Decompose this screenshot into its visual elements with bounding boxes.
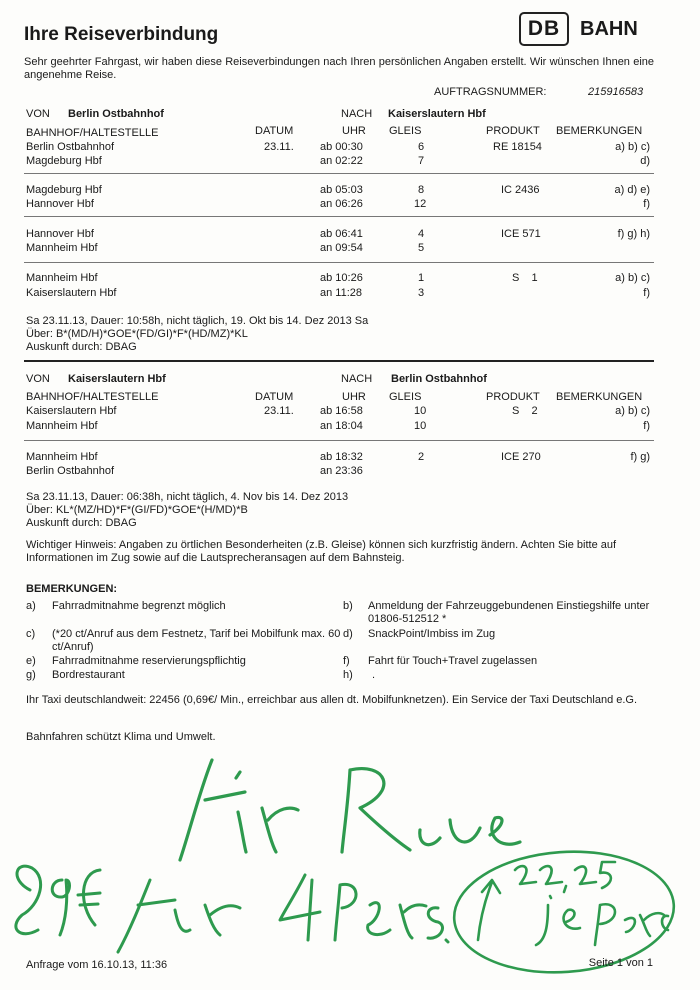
leg-arr-station: Hannover Hbf xyxy=(26,198,94,210)
remarks-heading: BEMERKUNGEN: xyxy=(26,583,118,595)
leg-arr-remarks: f) xyxy=(643,287,650,299)
remark-key: g) xyxy=(26,669,36,681)
col-product-header: PRODUKT xyxy=(486,125,540,137)
leg-dep-station: Kaiserslautern Hbf xyxy=(26,405,117,417)
col-track-header: GLEIS xyxy=(389,391,422,403)
remark-text: Anmeldung der Fahrzeuggebundenen Einstiegshilfe unter 01806-512512 * xyxy=(368,600,650,625)
handwriting-stroke xyxy=(180,760,298,860)
handwriting-stroke xyxy=(118,880,240,952)
leg-arr-remarks: d) xyxy=(640,155,650,167)
return-from: Kaiserslautern Hbf xyxy=(68,373,166,385)
remark-key: a) xyxy=(26,600,36,612)
leg-arr-time: an 02:22 xyxy=(320,155,363,167)
leg-product: RE 18154 xyxy=(493,141,542,153)
leg-dep-station: Hannover Hbf xyxy=(26,228,94,240)
label-von: VON xyxy=(26,373,50,385)
order-number: 215916583 xyxy=(588,86,644,98)
remark-text: (*20 ct/Anruf aus dem Festnetz, Tarif bei Mobilfunk max. 60 ct/Anruf) xyxy=(52,628,341,653)
brand-name: BAHN xyxy=(580,18,638,40)
leg-arr-remarks: f) xyxy=(643,198,650,210)
order-number-label: AUFTRAGSNUMMER: xyxy=(434,86,547,98)
col-date-header: DATUM xyxy=(255,391,294,403)
greeting-text: Sehr geehrter Fahrgast, wir haben diese Reiseverbindungen nach Ihren persönlichen Angaben erstellt. Wir wünschen Ihnen eine angenehme Reise. xyxy=(24,56,654,81)
leg-arr-station: Mannheim Hbf xyxy=(26,420,98,432)
return-to: Berlin Ostbahnhof xyxy=(391,373,487,385)
remark-key: d) xyxy=(343,628,353,640)
leg-arr-time: an 18:04 xyxy=(320,420,363,432)
label-von: VON xyxy=(26,108,50,120)
leg-product: S 2 xyxy=(512,405,538,417)
handwriting-stroke xyxy=(16,866,100,935)
remark-text: Fahrradmitnahme begrenzt möglich xyxy=(52,600,226,612)
remark-key: e) xyxy=(26,655,36,667)
leg-arr-station: Kaiserslautern Hbf xyxy=(26,287,117,299)
remark-key: h) xyxy=(343,669,353,681)
leg-date: 23.11. xyxy=(264,405,294,417)
leg-dep-remarks: a) b) c) xyxy=(615,405,650,417)
leg-arr-track: 3 xyxy=(418,287,425,299)
leg-arr-station: Mannheim Hbf xyxy=(26,242,98,254)
leg-dep-time: ab 00:30 xyxy=(320,141,363,153)
col-product-header: PRODUKT xyxy=(486,391,540,403)
remark-key: b) xyxy=(343,600,353,612)
leg-product: ICE 571 xyxy=(501,228,541,240)
leg-arr-time: an 06:26 xyxy=(320,198,363,210)
taxi-info: Ihr Taxi deutschlandweit: 22456 (0,69€/ Min., erreichbar aus allen dt. Mobilfunknetzen). Ein Service der Taxi Deutschland e.G. xyxy=(26,694,638,706)
remark-key: f) xyxy=(343,655,350,667)
leg-arr-remarks: f) xyxy=(643,420,650,432)
important-notice: Wichtiger Hinweis: Angaben zu örtlichen Besonderheiten (z.B. Gleise) können sich kurzfristig ändern. Achten Sie bitte auf Informationen im Zug sowie auf die Lautsprecheransagen auf dem Bahnsteig. xyxy=(26,539,617,564)
leg-dep-time: ab 06:41 xyxy=(320,228,363,240)
outbound-summary: Sa 23.11.13, Dauer: 10:58h, nicht täglich, 19. Okt bis 14. Dez 2013 Sa xyxy=(26,315,369,327)
col-remarks-header: BEMERKUNGEN xyxy=(556,125,643,137)
outbound-from: Berlin Ostbahnhof xyxy=(68,108,164,120)
remark-text: Bordrestaurant xyxy=(52,669,125,681)
leg-arr-time: an 11:28 xyxy=(320,287,363,299)
leg-arr-track: 10 xyxy=(414,420,427,432)
col-time-header: UHR xyxy=(342,391,366,403)
request-date: Anfrage vom 16.10.13, 11:36 xyxy=(26,959,168,971)
col-remarks-header: BEMERKUNGEN xyxy=(556,391,643,403)
leg-date: 23.11. xyxy=(264,141,294,153)
col-date-header: DATUM xyxy=(255,125,294,137)
leg-product: IC 2436 xyxy=(501,184,540,196)
handwriting-stroke xyxy=(536,896,668,945)
leg-arr-station: Magdeburg Hbf xyxy=(26,155,102,167)
return-info: Auskunft durch: DBAG xyxy=(26,517,137,529)
leg-arr-track: 5 xyxy=(418,242,425,254)
remark-text: Fahrradmitnahme reservierungspflichtig xyxy=(52,655,246,667)
handwriting-stroke xyxy=(515,862,615,892)
leg-arr-time: an 23:36 xyxy=(320,465,363,477)
leg-dep-remarks: a) b) c) xyxy=(615,272,650,284)
leg-dep-time: ab 05:03 xyxy=(320,184,363,196)
leg-dep-track: 2 xyxy=(418,451,425,463)
remark-key: c) xyxy=(26,628,36,640)
leg-arr-time: an 09:54 xyxy=(320,242,363,254)
col-station-header: BAHNHOF/HALTESTELLE xyxy=(26,391,159,403)
return-summary: Sa 23.11.13, Dauer: 06:38h, nicht täglich, 4. Nov bis 14. Dez 2013 xyxy=(26,491,349,503)
leg-dep-station: Magdeburg Hbf xyxy=(26,184,102,196)
leg-dep-track: 8 xyxy=(418,184,425,196)
leg-dep-track: 1 xyxy=(418,272,425,284)
col-time-header: UHR xyxy=(342,125,366,137)
leg-arr-station: Berlin Ostbahnhof xyxy=(26,465,115,477)
handwriting-arrow xyxy=(478,880,500,940)
leg-arr-track: 12 xyxy=(414,198,427,210)
leg-dep-station: Mannheim Hbf xyxy=(26,451,98,463)
leg-dep-remarks: f) g) xyxy=(630,451,650,463)
leg-dep-time: ab 16:58 xyxy=(320,405,363,417)
col-track-header: GLEIS xyxy=(389,125,422,137)
leg-arr-track: 7 xyxy=(418,155,425,167)
leg-dep-track: 6 xyxy=(418,141,425,153)
outbound-info: Auskunft durch: DBAG xyxy=(26,341,137,353)
return-via: Über: KL*(MZ/HD)*F*(GI/FD)*GOE*(H/MD)*B xyxy=(26,504,248,516)
leg-product: S 1 xyxy=(512,272,538,284)
page-title: Ihre Reiseverbindung xyxy=(24,24,219,45)
remark-text: . xyxy=(372,669,376,681)
climate-note: Bahnfahren schützt Klima und Umwelt. xyxy=(26,731,216,743)
leg-dep-station: Berlin Ostbahnhof xyxy=(26,141,115,153)
leg-dep-remarks: a) b) c) xyxy=(615,141,650,153)
leg-dep-time: ab 18:32 xyxy=(320,451,363,463)
handwriting-stroke xyxy=(342,769,520,852)
leg-dep-remarks: a) d) e) xyxy=(614,184,650,196)
outbound-via: Über: B*(MD/H)*GOE*(FD/GI)*F*(HD/MZ)*KL xyxy=(26,328,248,340)
leg-dep-remarks: f) g) h) xyxy=(617,228,650,240)
leg-dep-station: Mannheim Hbf xyxy=(26,272,98,284)
page-number: Seite 1 von 1 xyxy=(588,957,653,969)
remark-text: SnackPoint/Imbiss im Zug xyxy=(368,628,496,640)
handwriting-stroke xyxy=(280,875,448,942)
leg-dep-time: ab 10:26 xyxy=(320,272,363,284)
leg-dep-track: 10 xyxy=(414,405,427,417)
db-logo: DB xyxy=(519,12,569,46)
label-nach: NACH xyxy=(341,373,373,385)
col-station-header: BAHNHOF/HALTESTELLE xyxy=(26,127,159,139)
label-nach: NACH xyxy=(341,108,373,120)
leg-dep-track: 4 xyxy=(418,228,425,240)
leg-product: ICE 270 xyxy=(501,451,541,463)
remark-text: Fahrt für Touch+Travel zugelassen xyxy=(368,655,538,667)
outbound-to: Kaiserslautern Hbf xyxy=(388,108,486,120)
